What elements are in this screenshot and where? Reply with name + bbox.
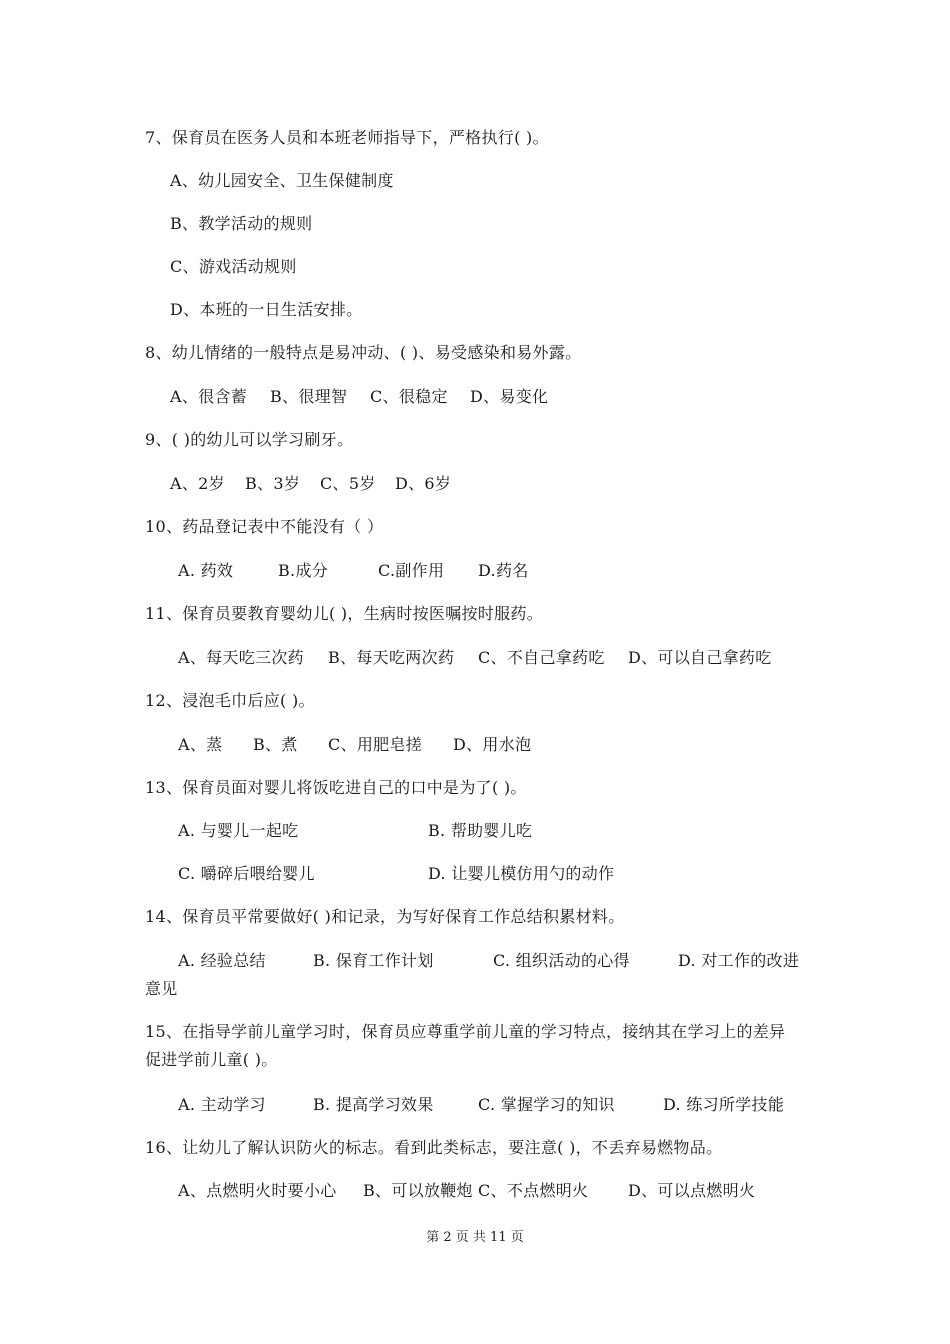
question-7-option-b: B、教学活动的规则 — [170, 214, 313, 233]
question-7: 7、保育员在医务人员和本班老师指导下，严格执行( )。 — [145, 128, 549, 147]
question-16-option-b: B、可以放鞭炮 — [363, 1181, 473, 1200]
question-10-option-b: B.成分 — [278, 561, 329, 580]
question-13-option-b: B. 帮助婴儿吃 — [428, 821, 533, 840]
question-9-option-c: C、5岁 — [320, 474, 376, 493]
question-13-option-d: D. 让婴儿模仿用勺的动作 — [428, 864, 615, 883]
question-9-option-a: A、2岁 — [170, 474, 225, 493]
question-9-option-d: D、6岁 — [395, 474, 452, 493]
question-13-option-c: C. 嚼碎后喂给婴儿 — [178, 864, 315, 883]
question-14-option-d: D. 对工作的改进 — [678, 951, 800, 970]
question-16: 16、让幼儿了解认识防火的标志。看到此类标志，要注意( )，不丢弃易燃物品。 — [145, 1138, 723, 1157]
question-8: 8、幼儿情绪的一般特点是易冲动、( )、易受感染和易外露。 — [145, 343, 582, 362]
question-10: 10、药品登记表中不能没有（ ） — [145, 517, 384, 536]
question-10-option-d: D.药名 — [478, 561, 529, 580]
question-11-option-d: D、可以自己拿药吃 — [628, 648, 772, 667]
question-12: 12、浸泡毛巾后应( )。 — [145, 691, 315, 710]
question-8-option-a: A、很含蓄 — [170, 387, 248, 406]
question-16-option-c: C、不点燃明火 — [478, 1181, 589, 1200]
question-9-option-b: B、3岁 — [245, 474, 301, 493]
question-15: 15、在指导学前儿童学习时，保育员应尊重学前儿童的学习特点，接纳其在学习上的差异 — [145, 1022, 786, 1041]
question-14-option-d-wrap: 意见 — [145, 979, 178, 998]
question-7-option-c: C、游戏活动规则 — [170, 257, 297, 276]
question-13: 13、保育员面对婴儿将饭吃进自己的口中是为了( )。 — [145, 778, 527, 797]
question-7-option-a: A、幼儿园安全、卫生保健制度 — [170, 171, 394, 190]
question-11-option-a: A、每天吃三次药 — [178, 648, 304, 667]
question-15-option-c: C. 掌握学习的知识 — [478, 1095, 615, 1114]
question-8-option-c: C、很稳定 — [370, 387, 448, 406]
question-13-option-a: A. 与婴儿一起吃 — [178, 821, 299, 840]
question-11-option-b: B、每天吃两次药 — [328, 648, 455, 667]
question-8-option-b: B、很理智 — [270, 387, 348, 406]
question-15-option-d: D. 练习所学技能 — [663, 1095, 785, 1114]
question-9: 9、( )的幼儿可以学习刷牙。 — [145, 430, 354, 449]
question-12-option-d: D、用水泡 — [453, 735, 532, 754]
question-12-option-c: C、用肥皂搓 — [328, 735, 423, 754]
question-10-option-a: A. 药效 — [178, 561, 234, 580]
question-8-option-d: D、易变化 — [470, 387, 549, 406]
question-15-option-a: A. 主动学习 — [178, 1095, 266, 1114]
question-15-option-b: B. 提高学习效果 — [313, 1095, 434, 1114]
page-number-footer: 第 2 页 共 11 页 — [426, 1230, 524, 1245]
question-11: 11、保育员要教育婴幼儿( )，生病时按医嘱按时服药。 — [145, 604, 544, 623]
question-11-option-c: C、不自己拿药吃 — [478, 648, 605, 667]
question-12-option-b: B、煮 — [253, 735, 298, 754]
question-12-option-a: A、蒸 — [178, 735, 223, 754]
question-15-continued: 促进学前儿童( )。 — [145, 1050, 278, 1069]
question-10-option-c: C.副作用 — [378, 561, 445, 580]
question-16-option-a: A、点燃明火时要小心 — [178, 1181, 337, 1200]
question-14-option-c: C. 组织活动的心得 — [493, 951, 630, 970]
question-16-option-d: D、可以点燃明火 — [628, 1181, 756, 1200]
question-7-option-d: D、本班的一日生活安排。 — [170, 300, 363, 319]
question-14-option-a: A. 经验总结 — [178, 951, 266, 970]
question-14-option-b: B. 保育工作计划 — [313, 951, 434, 970]
question-14: 14、保育员平常要做好( )和记录，为写好保育工作总结积累材料。 — [145, 907, 625, 926]
